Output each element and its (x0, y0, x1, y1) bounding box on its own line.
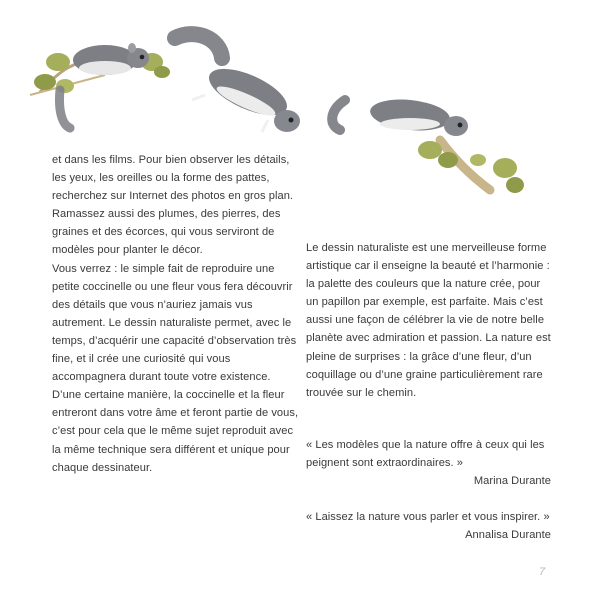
quote-author: Annalisa Durante (465, 529, 551, 542)
paragraph-uniqueness: D’une certaine manière, la coccinelle et la fleur entreront dans votre âme et feront partie de vous, c’est pour cela que le même sujet reproduit avec la même technique sera différent et unique pour chaque dessinateur. (52, 389, 299, 474)
quote-block (306, 436, 551, 490)
quote-author: Marina Durante (473, 475, 551, 488)
page-number: 7 (539, 566, 546, 578)
paragraph-observation: et dans les films. Pour bien observer les détails, les yeux, les oreilles ou la forme des pattes, recherchez sur Internet des photos en gros plan. Ramassez aussi des plumes, des pierres, des graines et des écorces, qui vous serviront de modèles pour planter le décor. (52, 154, 294, 257)
text-column-left (52, 151, 302, 477)
quote-block (306, 508, 551, 544)
text-column-right (306, 239, 551, 544)
quote-text: « Les modèles que la nature offre à ceux qui les peignent sont extraordinaires. » (306, 438, 545, 469)
paragraph-beauty: Le dessin naturaliste est une merveilleuse forme artistique car il enseigne la beauté et l’harmonie : la palette des couleurs que la nature crée, pour un papillon par exemple, est parfaite. Mais c’est aussi une façon de célébrer la vie de notre belle planète avec admiration et passion. La nature est pleine de surprises : la grâce d’une fleur, d’un coquillage ou d’une graine particulièrement rare trouvée sur le chemin. (306, 242, 551, 399)
dormouse-left-branch-drawing (30, 43, 170, 128)
dormouse-right-branch-drawing (332, 96, 524, 193)
paragraph-reproduction: Vous verrez : le simple fait de reproduire une petite coccinelle ou une fleur vous fera découvrir des détails que vous n’auriez jamais vus autrement. Le dessin naturaliste permet, avec le temps, d’acquérir une capacité d’observation très fine, et il crée une curiosité qui vous accompagnera durant toute votre existence. (52, 262, 297, 384)
dormouse-leaping-drawing (175, 34, 300, 132)
quote-text: « Laissez la nature vous parler et vous inspirer. » (306, 511, 550, 524)
